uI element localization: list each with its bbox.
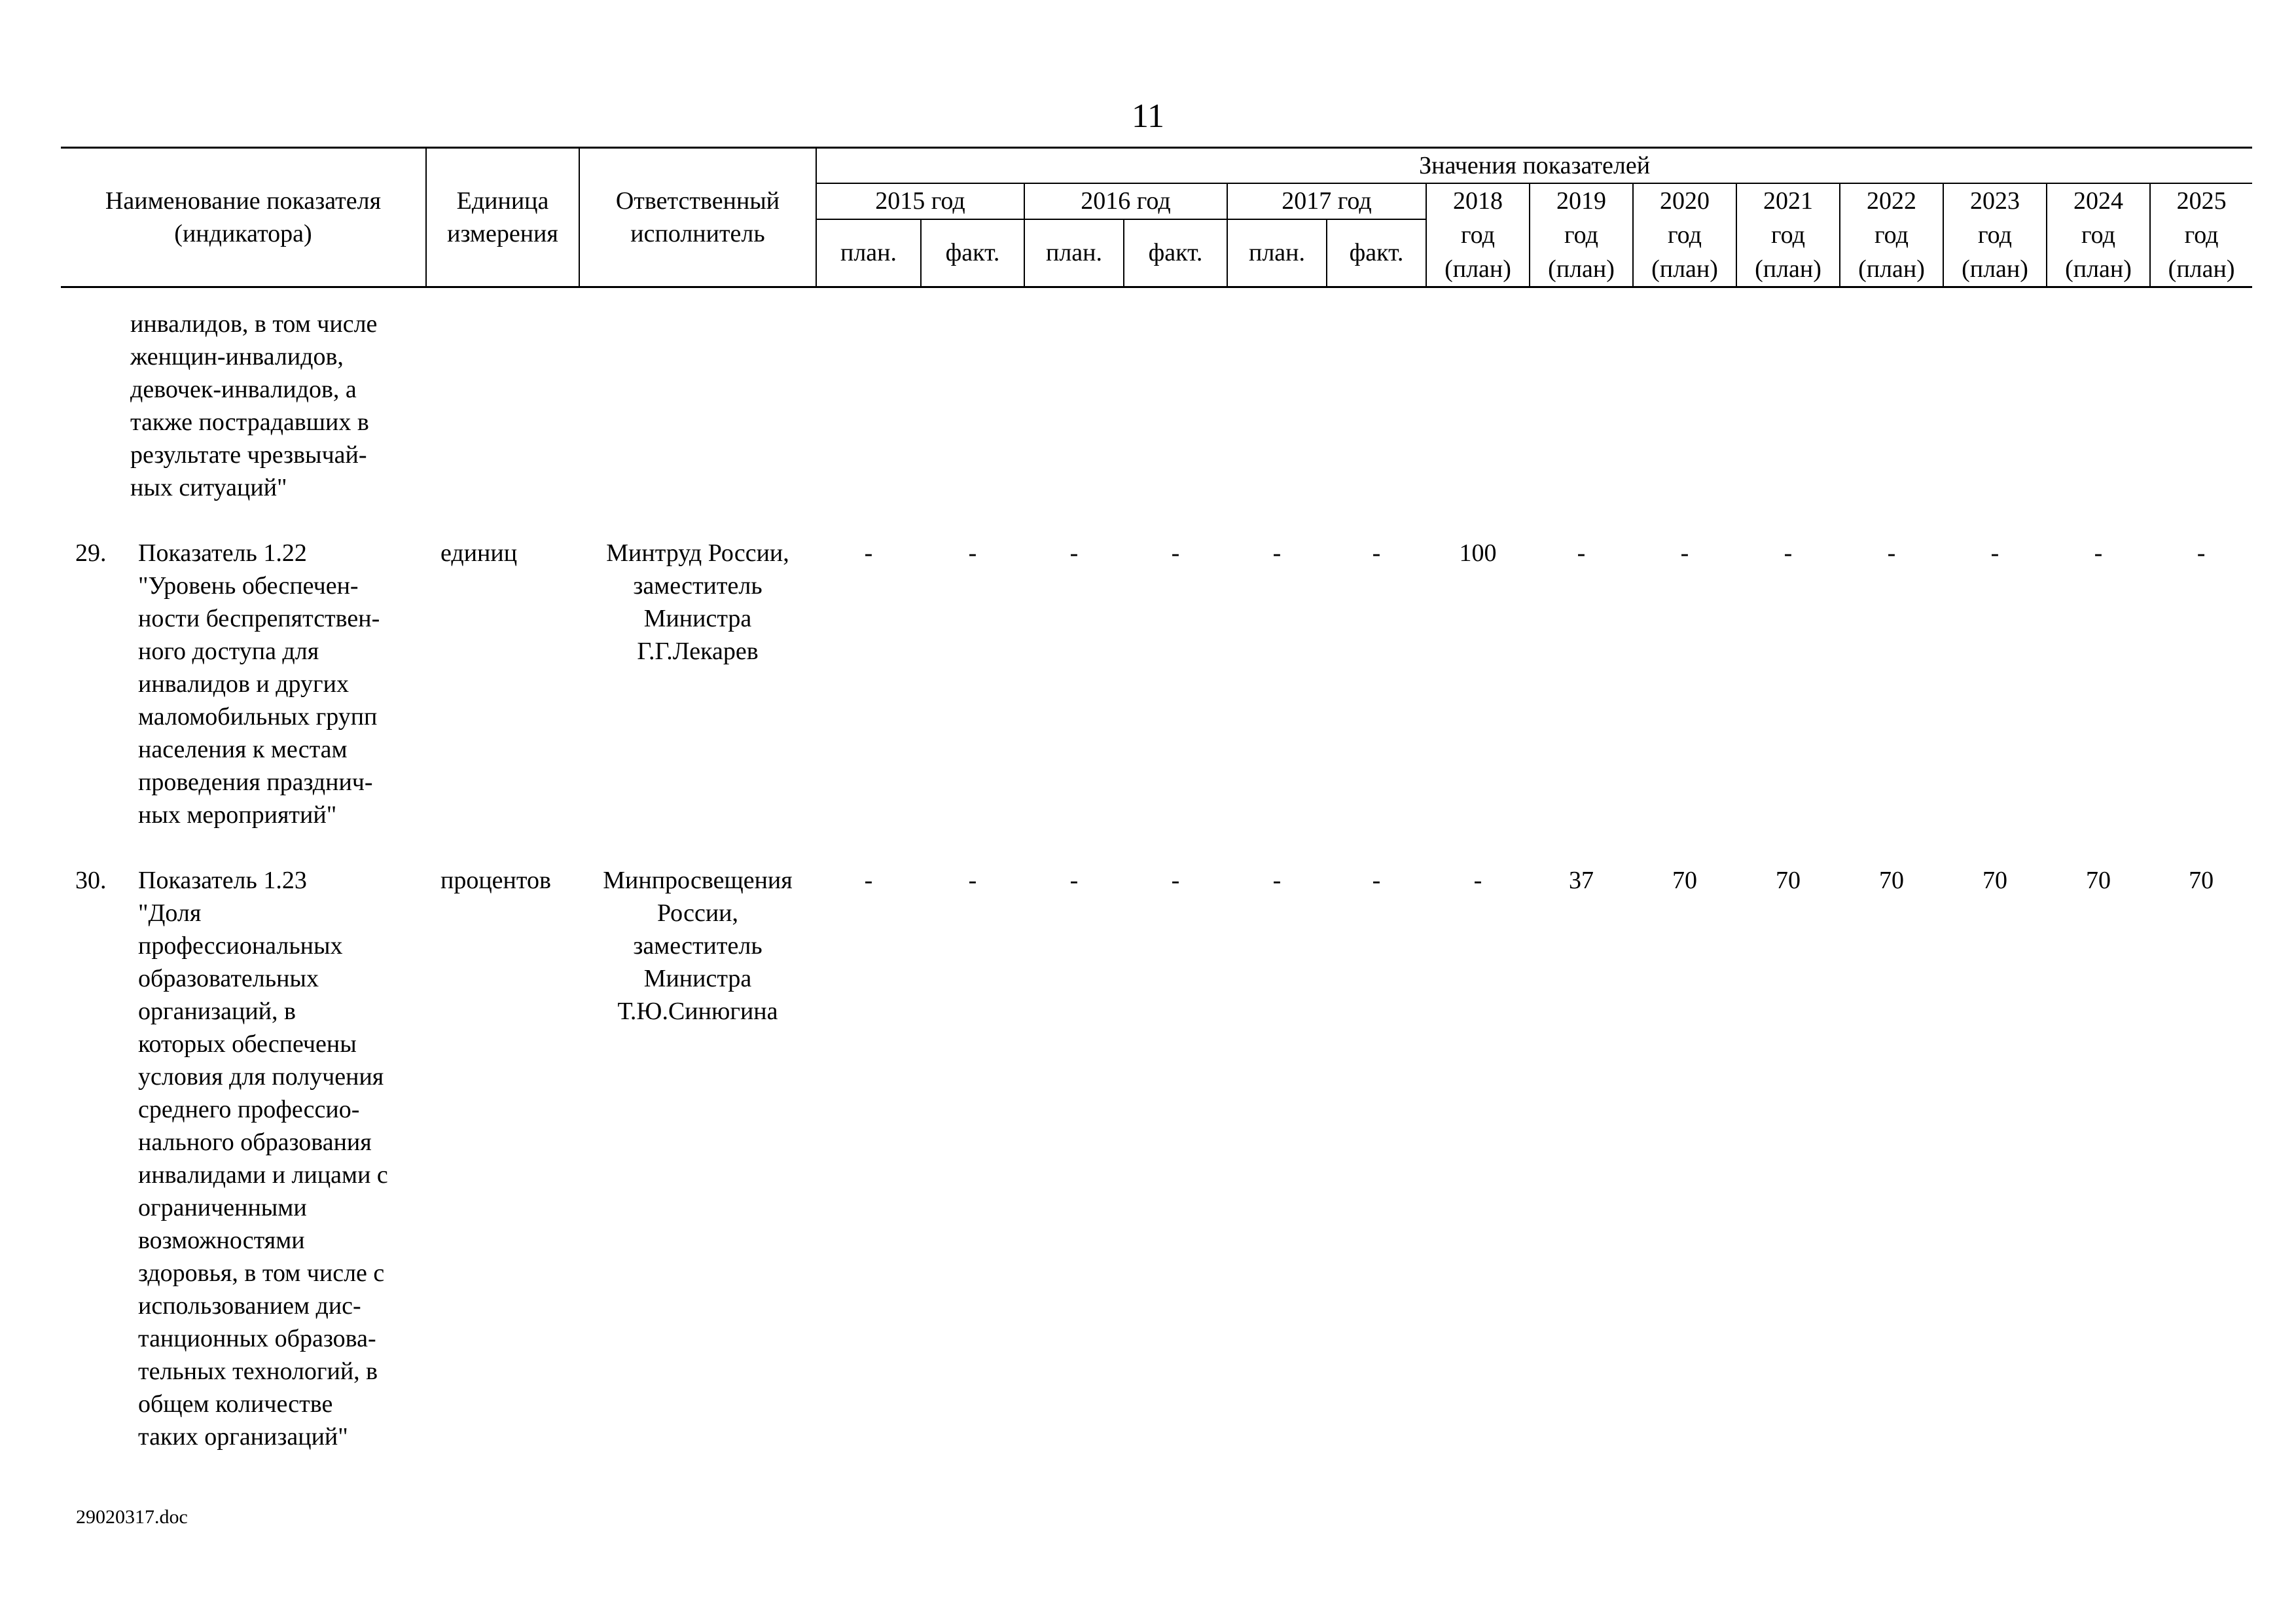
value-2023-plan: 70 xyxy=(1982,867,2007,894)
header-year-2020: 2020 год (план) xyxy=(1633,183,1736,287)
value-2025-plan: 70 xyxy=(2189,867,2214,894)
responsible: Минпросвещения России, заместитель Министра Т.Ю.Синюгина xyxy=(603,867,793,1025)
value-2021-plan: 70 xyxy=(1776,867,1801,894)
value-2020-plan: - xyxy=(1680,539,1689,567)
continuation-text: инвалидов, в том числе женщин-инвалидов, девочек-инвалидов, а также пострадавших в результате чрезвычай- ных ситуаций" xyxy=(130,310,378,501)
table-row xyxy=(61,864,2252,1453)
row-number: 29. xyxy=(75,539,107,567)
value-2024-plan: - xyxy=(2094,539,2103,567)
header-values-title: Значения показателей xyxy=(816,148,2252,184)
header-year-2021: 2021 год (план) xyxy=(1736,183,1840,287)
value-2015-plan: - xyxy=(864,539,873,567)
responsible: Минтруд России, заместитель Министра Г.Г.Лекарев xyxy=(606,539,789,665)
header-year-2024: 2024 год (план) xyxy=(2047,183,2150,287)
value-2022-plan: - xyxy=(1887,539,1896,567)
value-2017-plan: - xyxy=(1272,539,1282,567)
value-2017-plan: - xyxy=(1272,867,1282,894)
header-fact-2015: факт. xyxy=(921,219,1024,287)
header-plan-2015: план. xyxy=(816,219,921,287)
header-year-2022: 2022 год (план) xyxy=(1840,183,1943,287)
footer-filename: 29020317.doc xyxy=(76,1506,188,1528)
table-body xyxy=(61,287,2252,1454)
value-2016-plan: - xyxy=(1069,867,1079,894)
header-name: Наименование показателя (индикатора) xyxy=(61,148,426,287)
value-2024-plan: 70 xyxy=(2086,867,2111,894)
unit: единиц xyxy=(440,539,518,567)
table-row-continuation xyxy=(61,308,2252,504)
value-2015-plan: - xyxy=(864,867,873,894)
indicator-name: 29. Показатель 1.22 "Уровень обеспечен- ности беспрепятствен- ного доступа для инвалидов и других маломобильных групп населения к местам проведения празднич- ных мероприятий" xyxy=(61,537,426,831)
header-year-2017: 2017 год xyxy=(1227,183,1426,219)
header-year-2025: 2025 год (план) xyxy=(2150,183,2252,287)
value-2021-plan: - xyxy=(1784,539,1793,567)
value-2022-plan: 70 xyxy=(1879,867,1904,894)
header-unit: Единица измерения xyxy=(426,148,579,287)
header-plan-2017: план. xyxy=(1227,219,1327,287)
table-header xyxy=(61,148,2252,287)
value-2020-plan: 70 xyxy=(1672,867,1697,894)
table-row xyxy=(61,537,2252,831)
header-fact-2016: факт. xyxy=(1124,219,1227,287)
header-year-2023: 2023 год (план) xyxy=(1943,183,2047,287)
value-2016-fact: - xyxy=(1171,539,1180,567)
value-2015-fact: - xyxy=(968,539,977,567)
value-2019-plan: 37 xyxy=(1569,867,1594,894)
value-2017-fact: - xyxy=(1372,539,1381,567)
header-year-2018: 2018 год (план) xyxy=(1426,183,1530,287)
value-2023-plan: - xyxy=(1990,539,2000,567)
header-year-2015: 2015 год xyxy=(816,183,1024,219)
indicator-name: 30. Показатель 1.23 "Доля профессиональных образовательных организаций, в которых обеспечены условия для получения среднего профессио- нального образования инвалидами и лицами с ограниченными возможностями здоровья, в том числе с использованием дис- танционных образова- тельных технологий, в общем количестве таких организаций" xyxy=(61,864,426,1453)
value-2016-fact: - xyxy=(1171,867,1180,894)
header-responsible: Ответственный исполнитель xyxy=(579,148,816,287)
value-2015-fact: - xyxy=(968,867,977,894)
header-year-2016: 2016 год xyxy=(1024,183,1227,219)
value-2018-plan: 100 xyxy=(1459,539,1497,567)
indicators-table xyxy=(61,147,2252,1453)
header-fact-2017: факт. xyxy=(1327,219,1426,287)
row-number: 30. xyxy=(75,867,107,894)
value-2017-fact: - xyxy=(1372,867,1381,894)
page-number: 11 xyxy=(1131,98,1165,135)
value-2018-plan: - xyxy=(1473,867,1482,894)
header-plan-2016: план. xyxy=(1024,219,1124,287)
unit: процентов xyxy=(440,867,551,894)
header-year-2019: 2019 год (план) xyxy=(1530,183,1633,287)
value-2016-plan: - xyxy=(1069,539,1079,567)
value-2019-plan: - xyxy=(1577,539,1586,567)
value-2025-plan: - xyxy=(2197,539,2206,567)
